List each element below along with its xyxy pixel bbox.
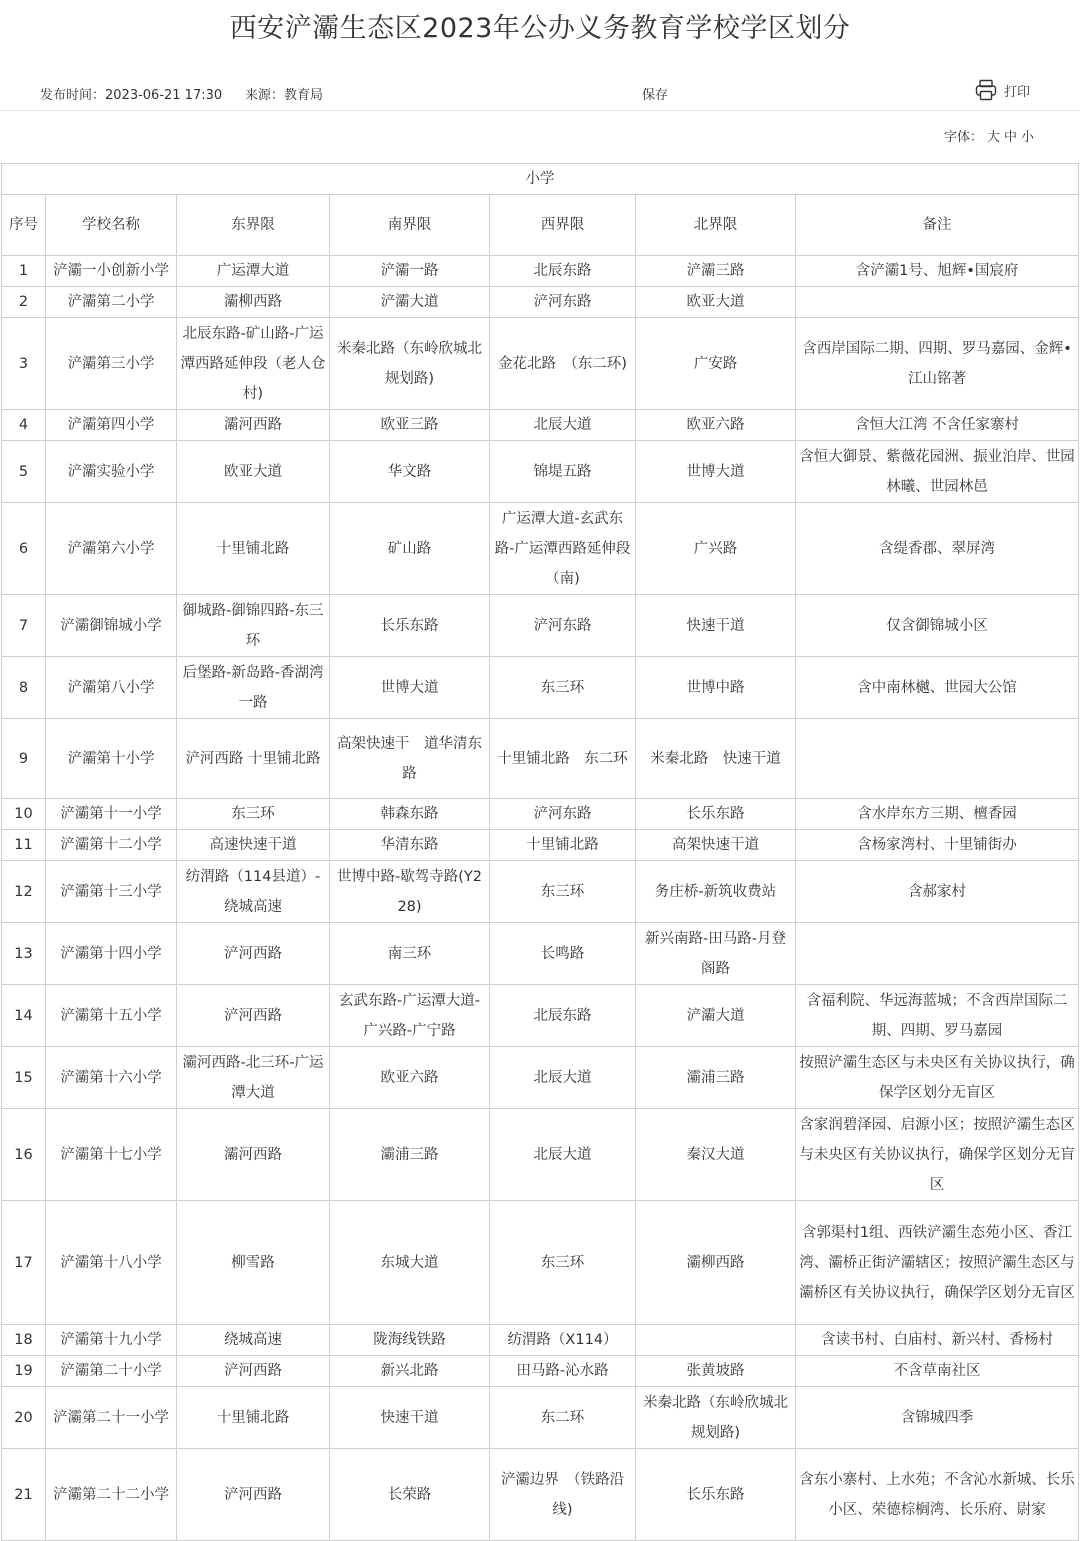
cell-west-boundary: 长鸣路 xyxy=(490,923,636,985)
cell-north-boundary: 高架快速干道 xyxy=(636,830,796,861)
cell-notes: 含锦城四季 xyxy=(796,1387,1079,1449)
cell-west-boundary: 北辰东路 xyxy=(490,256,636,287)
table-row xyxy=(2,799,1079,830)
cell-north-boundary: 世博大道 xyxy=(636,441,796,503)
printer-icon xyxy=(974,78,998,102)
header-index: 序号 xyxy=(2,195,46,256)
cell-north-boundary: 长乐东路 xyxy=(636,1449,796,1541)
cell-notes xyxy=(796,923,1079,985)
cell-west-boundary: 北辰大道 xyxy=(490,1109,636,1201)
cell-school-name: 浐灞第十三小学 xyxy=(46,861,177,923)
cell-west-boundary: 浐河东路 xyxy=(490,287,636,318)
cell-school-name: 浐灞第三小学 xyxy=(46,318,177,410)
cell-notes: 含家润碧泽园、启源小区；按照浐灞生态区与未央区有关协议执行，确保学区划分无盲区 xyxy=(796,1109,1079,1201)
cell-south-boundary: 华文路 xyxy=(330,441,490,503)
cell-east-boundary: 欧亚大道 xyxy=(177,441,330,503)
font-size-medium[interactable]: 中 xyxy=(1003,130,1017,145)
cell-north-boundary: 米秦北路 快速干道 xyxy=(636,719,796,799)
cell-east-boundary: 高速快速干道 xyxy=(177,830,330,861)
publish-time: 发布时间：2023-06-21 17:30 xyxy=(40,88,223,103)
table-row xyxy=(2,1356,1079,1387)
cell-south-boundary: 东城大道 xyxy=(330,1201,490,1325)
cell-index: 7 xyxy=(2,595,46,657)
section-title: 小学 xyxy=(2,164,1079,195)
cell-index: 1 xyxy=(2,256,46,287)
cell-south-boundary: 浐灞一路 xyxy=(330,256,490,287)
cell-school-name: 浐灞第十八小学 xyxy=(46,1201,177,1325)
table-row xyxy=(2,923,1079,985)
cell-south-boundary: 南三环 xyxy=(330,923,490,985)
table-row xyxy=(2,595,1079,657)
cell-west-boundary: 田马路-沁水路 xyxy=(490,1356,636,1387)
cell-school-name: 浐灞实验小学 xyxy=(46,441,177,503)
cell-index: 14 xyxy=(2,985,46,1047)
header-notes: 备注 xyxy=(796,195,1079,256)
cell-index: 10 xyxy=(2,799,46,830)
table-row xyxy=(2,441,1079,503)
cell-school-name: 浐灞第十九小学 xyxy=(46,1325,177,1356)
source: 来源：教育局 xyxy=(245,88,324,103)
cell-index: 5 xyxy=(2,441,46,503)
font-size-switch xyxy=(940,126,1034,145)
cell-south-boundary: 矿山路 xyxy=(330,503,490,595)
cell-index: 13 xyxy=(2,923,46,985)
header-school: 学校名称 xyxy=(46,195,177,256)
header-east: 东界限 xyxy=(177,195,330,256)
cell-east-boundary: 纺渭路（114县道）-绕城高速 xyxy=(177,861,330,923)
cell-east-boundary: 浐河西路 xyxy=(177,1449,330,1541)
cell-west-boundary: 十里铺北路 东二环 xyxy=(490,719,636,799)
cell-south-boundary: 米秦北路（东岭欣城北规划路) xyxy=(330,318,490,410)
cell-notes: 含缇香郡、翠屏湾 xyxy=(796,503,1079,595)
cell-notes: 仅含御锦城小区 xyxy=(796,595,1079,657)
cell-south-boundary: 浐灞大道 xyxy=(330,287,490,318)
cell-index: 3 xyxy=(2,318,46,410)
cell-index: 9 xyxy=(2,719,46,799)
cell-east-boundary: 灞河西路 xyxy=(177,410,330,441)
cell-south-boundary: 欧亚三路 xyxy=(330,410,490,441)
cell-south-boundary: 灞浦三路 xyxy=(330,1109,490,1201)
save-link[interactable]: 保存 xyxy=(642,88,669,103)
cell-east-boundary: 柳雪路 xyxy=(177,1201,330,1325)
cell-notes: 不含草南社区 xyxy=(796,1356,1079,1387)
cell-east-boundary: 灞柳西路 xyxy=(177,287,330,318)
cell-east-boundary: 浐河西路 xyxy=(177,1356,330,1387)
cell-north-boundary: 欧亚六路 xyxy=(636,410,796,441)
print-label: 打印 xyxy=(1004,84,1031,100)
cell-index: 8 xyxy=(2,657,46,719)
cell-west-boundary: 浐河东路 xyxy=(490,799,636,830)
cell-east-boundary: 东三环 xyxy=(177,799,330,830)
section-row xyxy=(2,164,1079,195)
cell-south-boundary: 世博中路-歇驾寺路(Y228) xyxy=(330,861,490,923)
cell-school-name: 浐灞第二十小学 xyxy=(46,1356,177,1387)
cell-west-boundary: 东二环 xyxy=(490,1387,636,1449)
cell-east-boundary: 广运潭大道 xyxy=(177,256,330,287)
cell-south-boundary: 长荣路 xyxy=(330,1449,490,1541)
cell-south-boundary: 欧亚六路 xyxy=(330,1047,490,1109)
cell-south-boundary: 世博大道 xyxy=(330,657,490,719)
cell-north-boundary: 浐灞大道 xyxy=(636,985,796,1047)
cell-east-boundary: 灞河西路 xyxy=(177,1109,330,1201)
cell-index: 2 xyxy=(2,287,46,318)
cell-notes: 含读书村、白庙村、新兴村、香杨村 xyxy=(796,1325,1079,1356)
cell-school-name: 浐灞第二小学 xyxy=(46,287,177,318)
cell-east-boundary: 绕城高速 xyxy=(177,1325,330,1356)
school-district-table xyxy=(1,163,1079,1541)
cell-west-boundary: 东三环 xyxy=(490,1201,636,1325)
cell-west-boundary: 纺渭路（X114） xyxy=(490,1325,636,1356)
cell-west-boundary: 北辰东路 xyxy=(490,985,636,1047)
cell-north-boundary: 张黄坡路 xyxy=(636,1356,796,1387)
print-button[interactable] xyxy=(974,78,1030,102)
cell-index: 18 xyxy=(2,1325,46,1356)
table-row xyxy=(2,1109,1079,1201)
cell-school-name: 浐灞第十五小学 xyxy=(46,985,177,1047)
cell-school-name: 浐灞第二十二小学 xyxy=(46,1449,177,1541)
cell-west-boundary: 锦堤五路 xyxy=(490,441,636,503)
font-size-small[interactable]: 小 xyxy=(1020,130,1034,145)
cell-index: 21 xyxy=(2,1449,46,1541)
cell-east-boundary: 十里铺北路 xyxy=(177,503,330,595)
cell-east-boundary: 浐河西路 xyxy=(177,923,330,985)
cell-north-boundary: 广安路 xyxy=(636,318,796,410)
cell-index: 6 xyxy=(2,503,46,595)
cell-north-boundary: 新兴南路-田马路-月登阁路 xyxy=(636,923,796,985)
cell-school-name: 浐灞第二十一小学 xyxy=(46,1387,177,1449)
cell-east-boundary: 北辰东路-矿山路-广运潭西路延伸段（老人仓村) xyxy=(177,318,330,410)
header-west: 西界限 xyxy=(490,195,636,256)
table-row xyxy=(2,318,1079,410)
cell-west-boundary: 北辰大道 xyxy=(490,410,636,441)
table-row xyxy=(2,256,1079,287)
table-row xyxy=(2,1325,1079,1356)
cell-index: 19 xyxy=(2,1356,46,1387)
table-row xyxy=(2,657,1079,719)
table-row xyxy=(2,1047,1079,1109)
table-row xyxy=(2,503,1079,595)
meta-bar xyxy=(0,76,1080,111)
cell-west-boundary: 东三环 xyxy=(490,861,636,923)
cell-east-boundary: 御城路-御锦四路-东三环 xyxy=(177,595,330,657)
cell-east-boundary: 浐河西路 xyxy=(177,985,330,1047)
cell-notes xyxy=(796,719,1079,799)
table-row xyxy=(2,861,1079,923)
cell-west-boundary: 北辰大道 xyxy=(490,1047,636,1109)
page-title: 西安浐灞生态区2023年公办义务教育学校学区划分 xyxy=(229,13,851,44)
font-size-large[interactable]: 大 xyxy=(986,130,1000,145)
cell-south-boundary: 陇海线铁路 xyxy=(330,1325,490,1356)
cell-north-boundary: 灞浦三路 xyxy=(636,1047,796,1109)
cell-east-boundary: 后堡路-新岛路-香湖湾一路 xyxy=(177,657,330,719)
cell-index: 12 xyxy=(2,861,46,923)
header-south: 南界限 xyxy=(330,195,490,256)
cell-school-name: 浐灞第八小学 xyxy=(46,657,177,719)
cell-notes: 按照浐灞生态区与未央区有关协议执行，确保学区划分无盲区 xyxy=(796,1047,1079,1109)
cell-north-boundary: 欧亚大道 xyxy=(636,287,796,318)
cell-south-boundary: 长乐东路 xyxy=(330,595,490,657)
cell-south-boundary: 高架快速干 道华清东路 xyxy=(330,719,490,799)
cell-notes: 含浐灞1号、旭辉•国宸府 xyxy=(796,256,1079,287)
cell-north-boundary: 务庄桥-新筑收费站 xyxy=(636,861,796,923)
cell-east-boundary: 灞河西路-北三环-广运潭大道 xyxy=(177,1047,330,1109)
cell-notes: 含福利院、华远海蓝城；不含西岸国际二期、四期、罗马嘉园 xyxy=(796,985,1079,1047)
cell-west-boundary: 浐灞边界 （铁路沿线) xyxy=(490,1449,636,1541)
table-row xyxy=(2,287,1079,318)
cell-notes: 含杨家湾村、十里铺街办 xyxy=(796,830,1079,861)
cell-north-boundary: 米秦北路（东岭欣城北规划路) xyxy=(636,1387,796,1449)
table-row xyxy=(2,410,1079,441)
cell-west-boundary: 浐河东路 xyxy=(490,595,636,657)
cell-north-boundary xyxy=(636,1325,796,1356)
cell-school-name: 浐灞第十一小学 xyxy=(46,799,177,830)
table-row xyxy=(2,1387,1079,1449)
cell-index: 15 xyxy=(2,1047,46,1109)
cell-notes: 含郭渠村1组、西铁浐灞生态苑小区、香江湾、灞桥正街浐灞辖区；按照浐灞生态区与灞桥区有关协议执行，确保学区划分无盲区 xyxy=(796,1201,1079,1325)
cell-notes xyxy=(796,287,1079,318)
cell-north-boundary: 秦汉大道 xyxy=(636,1109,796,1201)
cell-index: 17 xyxy=(2,1201,46,1325)
cell-index: 4 xyxy=(2,410,46,441)
cell-notes: 含恒大江湾 不含任家寨村 xyxy=(796,410,1079,441)
cell-north-boundary: 长乐东路 xyxy=(636,799,796,830)
table-row xyxy=(2,719,1079,799)
table-row xyxy=(2,985,1079,1047)
cell-west-boundary: 十里铺北路 xyxy=(490,830,636,861)
cell-north-boundary: 快速干道 xyxy=(636,595,796,657)
table-row xyxy=(2,1201,1079,1325)
cell-index: 16 xyxy=(2,1109,46,1201)
cell-south-boundary: 华清东路 xyxy=(330,830,490,861)
table-row xyxy=(2,830,1079,861)
cell-south-boundary: 韩森东路 xyxy=(330,799,490,830)
header-north: 北界限 xyxy=(636,195,796,256)
cell-school-name: 浐灞第十六小学 xyxy=(46,1047,177,1109)
cell-notes: 含水岸东方三期、檀香园 xyxy=(796,799,1079,830)
font-size-label: 字体： xyxy=(943,130,983,145)
cell-index: 11 xyxy=(2,830,46,861)
cell-north-boundary: 广兴路 xyxy=(636,503,796,595)
cell-index: 20 xyxy=(2,1387,46,1449)
cell-school-name: 浐灞第六小学 xyxy=(46,503,177,595)
cell-south-boundary: 玄武东路-广运潭大道-广兴路-广宁路 xyxy=(330,985,490,1047)
cell-north-boundary: 世博中路 xyxy=(636,657,796,719)
cell-notes: 含中南林樾、世园大公馆 xyxy=(796,657,1079,719)
cell-school-name: 浐灞一小创新小学 xyxy=(46,256,177,287)
cell-school-name: 浐灞第十二小学 xyxy=(46,830,177,861)
cell-north-boundary: 灞柳西路 xyxy=(636,1201,796,1325)
cell-south-boundary: 新兴北路 xyxy=(330,1356,490,1387)
cell-school-name: 浐灞第十四小学 xyxy=(46,923,177,985)
cell-school-name: 浐灞第十七小学 xyxy=(46,1109,177,1201)
cell-school-name: 浐灞御锦城小学 xyxy=(46,595,177,657)
cell-notes: 含郝家村 xyxy=(796,861,1079,923)
header-row xyxy=(2,195,1079,256)
cell-west-boundary: 金花北路 （东二环) xyxy=(490,318,636,410)
cell-west-boundary: 广运潭大道-玄武东路-广运潭西路延伸段（南) xyxy=(490,503,636,595)
cell-school-name: 浐灞第四小学 xyxy=(46,410,177,441)
cell-west-boundary: 东三环 xyxy=(490,657,636,719)
cell-east-boundary: 十里铺北路 xyxy=(177,1387,330,1449)
cell-east-boundary: 浐河西路 十里铺北路 xyxy=(177,719,330,799)
cell-notes: 含东小寨村、上水苑；不含沁水新城、长乐小区、荣德棕榈湾、长乐府、尉家 xyxy=(796,1449,1079,1541)
cell-notes: 含恒大御景、紫薇花园洲、振业泊岸、世园林曦、世园林邑 xyxy=(796,441,1079,503)
cell-school-name: 浐灞第十小学 xyxy=(46,719,177,799)
cell-south-boundary: 快速干道 xyxy=(330,1387,490,1449)
cell-north-boundary: 浐灞三路 xyxy=(636,256,796,287)
cell-notes: 含西岸国际二期、四期、罗马嘉园、金辉•江山铭著 xyxy=(796,318,1079,410)
